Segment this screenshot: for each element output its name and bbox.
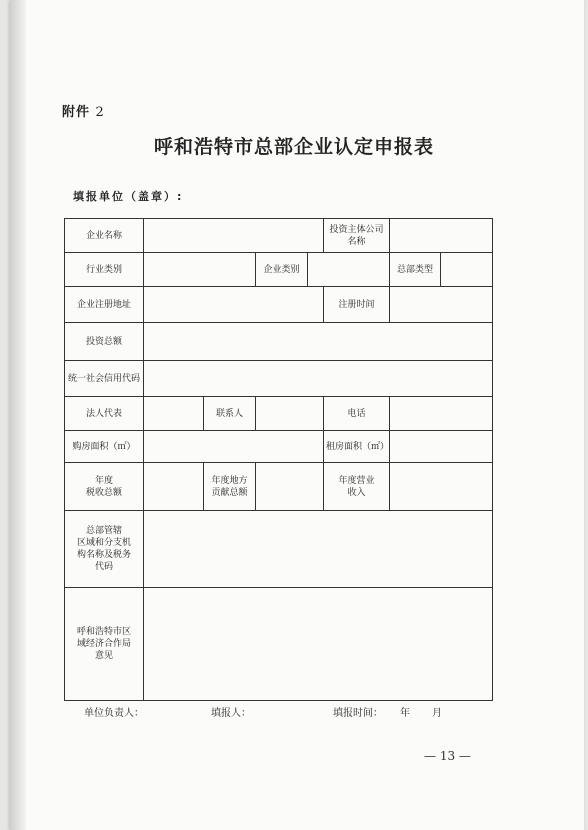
label-annual-revenue-line-1: 年度营业 (338, 475, 375, 486)
label-investor-company: 投资主体公司名称 (324, 219, 390, 253)
field-contact[interactable] (256, 397, 324, 431)
label-branches-line-2: 区域和分支机 (76, 538, 131, 548)
page-number: — 13 — (424, 749, 471, 763)
label-contact: 联系人 (204, 397, 256, 431)
fill-time-label: 填报时间： (333, 708, 383, 719)
attachment-number: 2 (95, 105, 105, 120)
label-local-contribution (204, 463, 256, 511)
label-branches-line-3: 构名称及税务 (76, 550, 131, 560)
label-purchase-area: 购房面积（㎡） (65, 431, 144, 463)
label-registered-address: 企业注册地址 (65, 287, 144, 323)
label-legal-rep: 法人代表 (65, 397, 144, 431)
label-annual-revenue-line-2: 收入 (347, 487, 366, 498)
field-registered-address[interactable] (144, 287, 324, 323)
label-registration-time: 注册时间 (324, 287, 390, 323)
label-hq-type: 总部类型 (390, 253, 441, 287)
label-industry-category: 行业类别 (65, 253, 144, 287)
page-fold-shadow (10, 0, 26, 830)
field-enterprise-category[interactable] (308, 253, 390, 287)
label-local-contribution-line-2: 贡献总额 (211, 487, 248, 498)
field-hq-type[interactable] (441, 253, 493, 287)
field-rent-area[interactable] (390, 431, 493, 463)
field-industry-category[interactable] (144, 253, 256, 287)
filler-label: 填报人： (211, 708, 251, 719)
label-cooperation-opinion-line-3: 意见 (94, 651, 113, 661)
label-local-contribution-line-1: 年度地方 (211, 475, 248, 486)
responsible-person-label: 单位负责人： (84, 708, 144, 719)
attachment-label (62, 101, 105, 120)
field-annual-revenue[interactable] (390, 463, 493, 511)
year-label: 年 (400, 708, 410, 719)
application-form-table (64, 218, 493, 701)
field-investor-company[interactable] (390, 219, 493, 253)
field-credit-code[interactable] (144, 361, 493, 397)
field-purchase-area[interactable] (144, 431, 324, 463)
label-enterprise-category: 企业类别 (256, 253, 308, 287)
label-cooperation-opinion (65, 588, 144, 701)
label-credit-code: 统一社会信用代码 (65, 361, 144, 397)
label-branches-line-1: 总部管辖 (85, 526, 122, 536)
field-company-name[interactable] (144, 219, 324, 253)
label-branches (65, 511, 144, 588)
field-phone[interactable] (390, 397, 493, 431)
label-rent-area: 租房面积（㎡） (324, 431, 390, 463)
page-title: 呼和浩特市总部企业认定申报表 (153, 136, 434, 158)
label-phone: 电话 (324, 397, 390, 431)
label-cooperation-opinion-line-2: 域经济合作局 (76, 639, 131, 649)
label-annual-revenue (324, 463, 390, 511)
label-cooperation-opinion-line-1: 呼和浩特市区 (76, 627, 131, 637)
field-branches[interactable] (144, 511, 493, 588)
label-annual-tax-line-2: 税收总额 (85, 487, 122, 498)
filling-unit-label: 填报单位（盖章）: (73, 190, 184, 203)
month-label: 月 (432, 708, 442, 719)
field-registration-time[interactable] (390, 287, 493, 323)
field-local-contribution[interactable] (256, 463, 324, 511)
label-branches-line-4: 代码 (94, 562, 113, 572)
attachment-word: 附件 (62, 105, 91, 120)
field-cooperation-opinion[interactable] (144, 588, 493, 701)
field-annual-tax[interactable] (144, 463, 204, 511)
label-total-investment: 投资总额 (65, 323, 144, 361)
field-total-investment[interactable] (144, 323, 493, 361)
label-annual-tax (65, 463, 144, 511)
label-company-name: 企业名称 (65, 219, 144, 253)
label-annual-tax-line-1: 年度 (94, 475, 113, 486)
field-legal-rep[interactable] (144, 397, 204, 431)
